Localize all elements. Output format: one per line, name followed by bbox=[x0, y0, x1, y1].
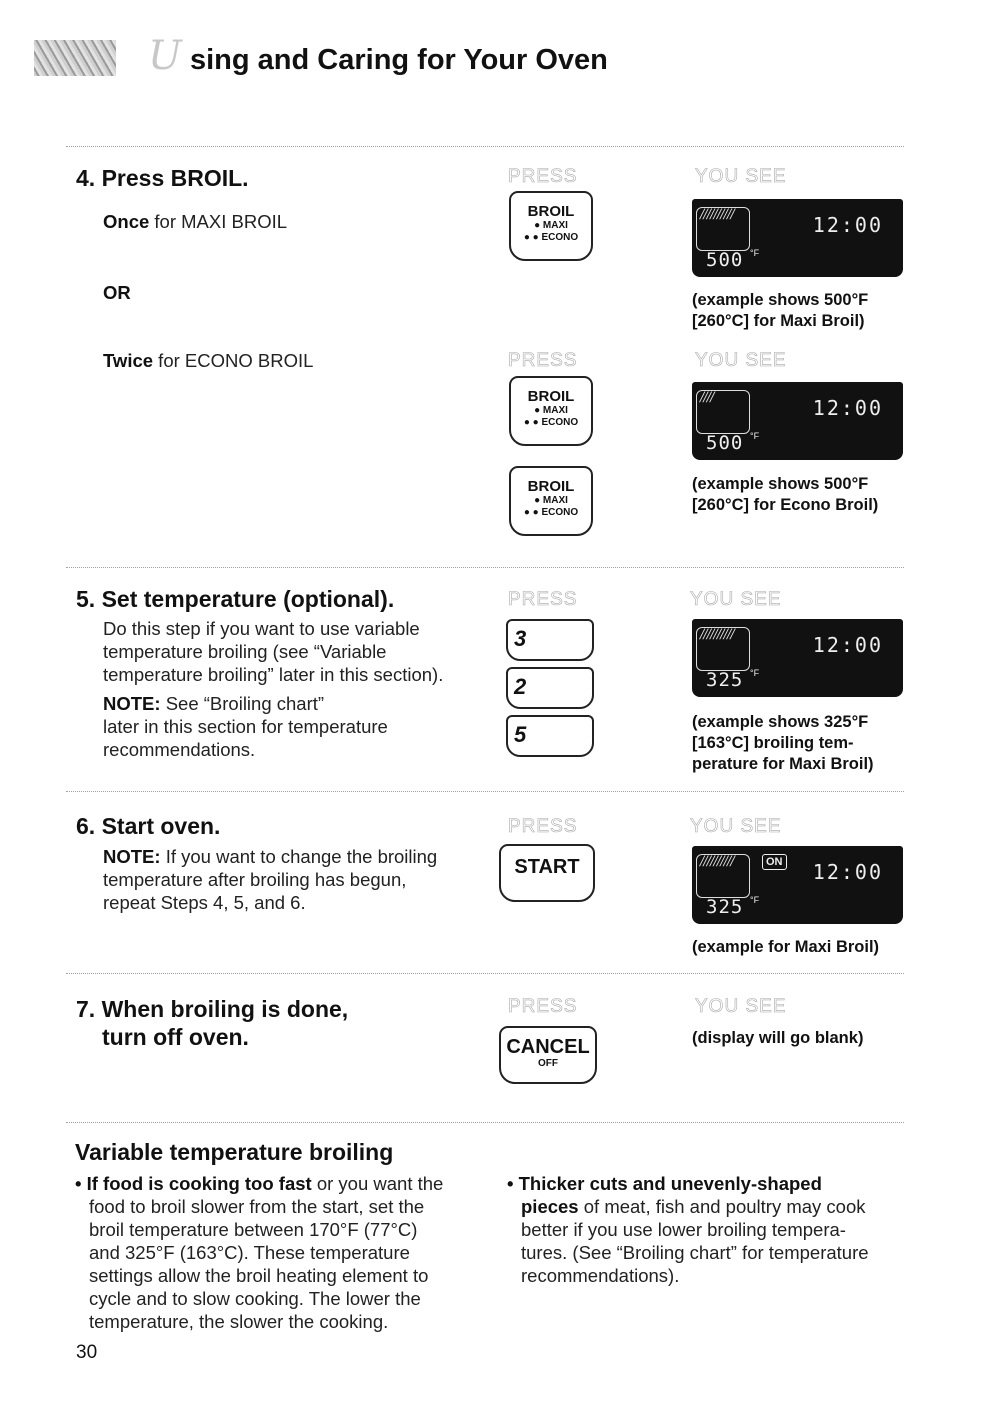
divider bbox=[66, 146, 904, 147]
you-see-label: YOU SEE bbox=[690, 816, 782, 837]
key-3-button[interactable]: 3 bbox=[506, 619, 594, 661]
step4-twice: Twice for ECONO BROIL bbox=[103, 350, 314, 371]
you-see-label: YOU SEE bbox=[690, 589, 782, 610]
step5-title: 5. Set temperature (optional). bbox=[76, 586, 395, 612]
step5-caption: (example shows 325°F [163°C] broiling tem- perature for Maxi Broil) bbox=[692, 713, 874, 773]
step5-note: NOTE: See “Broiling chart” later in this section for temperature recommendations. bbox=[103, 693, 388, 760]
broil-button[interactable]: BROIL ● MAXI ● ● ECONO bbox=[509, 466, 593, 536]
key-5-button[interactable]: 5 bbox=[506, 715, 594, 757]
step4-caption-econo: (example shows 500°F [260°C] for Econo Broil) bbox=[692, 475, 879, 514]
step6-note: NOTE: If you want to change the broiling temperature after broiling has begun, repeat Steps 4, 5, and 6. bbox=[103, 846, 438, 913]
on-indicator: ON bbox=[762, 854, 787, 870]
divider bbox=[66, 791, 904, 792]
step6-title: 6. Start oven. bbox=[76, 813, 221, 839]
oven-display-econo: //// 12:00 500 °F bbox=[692, 382, 903, 460]
divider bbox=[66, 973, 904, 974]
step4-caption-maxi: (example shows 500°F [260°C] for Maxi Broil) bbox=[692, 291, 869, 330]
bullet-right: • Thicker cuts and unevenly-shaped pieces of meat, fish and poultry may cook better if you use lower broiling tempera- tures. (See “Broiling chart” for temperature recommendations). bbox=[507, 1173, 869, 1286]
section-title: Variable temperature broiling bbox=[75, 1139, 394, 1165]
header-logo bbox=[34, 40, 116, 76]
press-label: PRESS bbox=[508, 166, 578, 187]
oven-display-on: ////////// ON 12:00 325 °F bbox=[692, 846, 903, 924]
step6-caption: (example for Maxi Broil) bbox=[692, 938, 880, 956]
step7-title: 7. When broiling is done, turn off oven. bbox=[76, 996, 349, 1050]
bullet-left: • If food is cooking too fast or you want the food to broil slower from the start, set the broil temperature between 170°F (77°C) and 325°F (163°C). These temperature settings allow the broil heating element to cycle and to slow cooking. The lower the temperature, the slower the cooking. bbox=[75, 1173, 444, 1332]
key-2-button[interactable]: 2 bbox=[506, 667, 594, 709]
page-number: 30 bbox=[76, 1342, 98, 1363]
cancel-button[interactable]: CANCEL OFF bbox=[499, 1026, 597, 1084]
oven-display-325: ////////// 12:00 325 °F bbox=[692, 619, 903, 697]
header-drop-cap: U bbox=[148, 33, 182, 79]
step4-or: OR bbox=[103, 282, 131, 303]
broil-button[interactable]: BROIL ● MAXI ● ● ECONO bbox=[509, 376, 593, 446]
step4-title: 4. Press BROIL. bbox=[76, 165, 249, 191]
press-label: PRESS bbox=[508, 996, 578, 1017]
step5-body: Do this step if you want to use variable temperature broiling (see “Variable temperature broiling” later in this section). bbox=[103, 618, 444, 685]
you-see-label: YOU SEE bbox=[695, 166, 787, 187]
oven-display-maxi: ////////// 12:00 500 °F bbox=[692, 199, 903, 277]
divider bbox=[66, 1122, 904, 1123]
divider bbox=[66, 567, 904, 568]
step7-caption: (display will go blank) bbox=[692, 1029, 864, 1047]
page-title: sing and Caring for Your Oven bbox=[190, 44, 608, 76]
step4-once: Once for MAXI BROIL bbox=[103, 211, 288, 232]
press-label: PRESS bbox=[508, 589, 578, 610]
start-button[interactable]: START bbox=[499, 844, 595, 902]
press-label: PRESS bbox=[508, 350, 578, 371]
press-label: PRESS bbox=[508, 816, 578, 837]
broil-button[interactable]: BROIL ● MAXI ● ● ECONO bbox=[509, 191, 593, 261]
you-see-label: YOU SEE bbox=[695, 996, 787, 1017]
you-see-label: YOU SEE bbox=[695, 350, 787, 371]
